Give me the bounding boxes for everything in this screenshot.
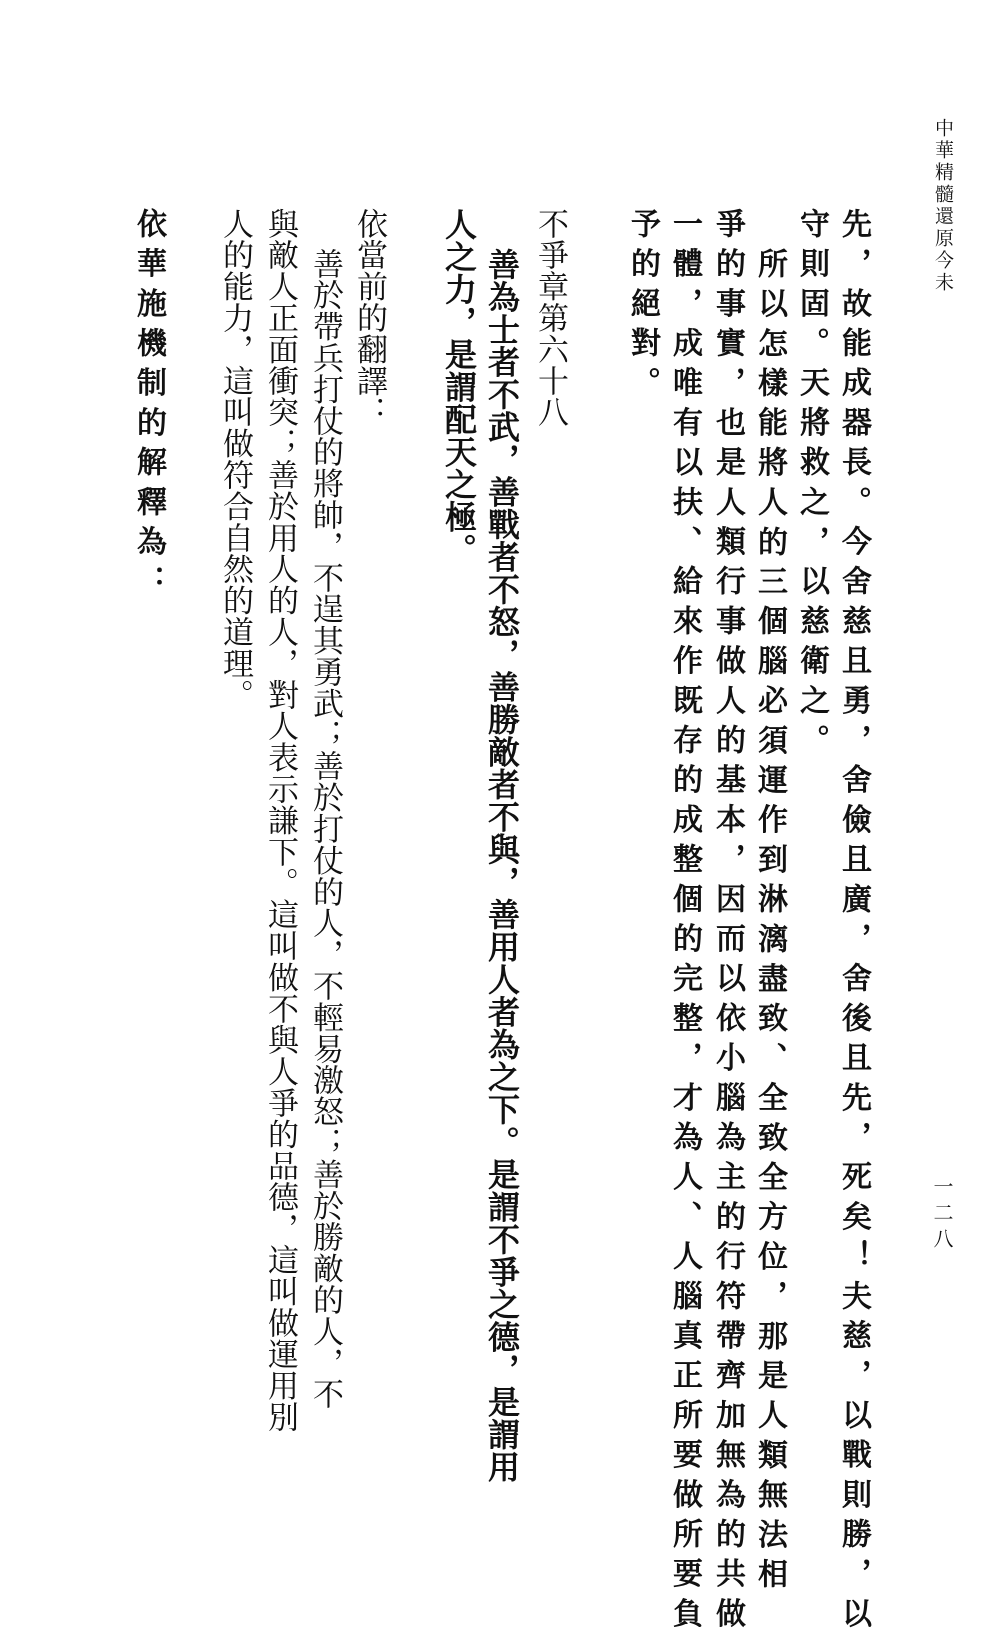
translation-line: 與敵人正面衝突；善於用人的人，對人表示謙下。這叫做不與人爭的品德，這叫做運用別 (262, 208, 298, 1433)
paragraph-line: 所以怎樣能將人的三個腦必須運作到淋漓盡致、全致全方位，那是人類無法相 (752, 248, 787, 1598)
page-number: 一二八 (930, 1176, 954, 1254)
translation-line: 人的能力，這叫做符合自然的道理。 (217, 208, 253, 711)
running-title: 中華精髓還原今未 (932, 118, 954, 294)
paragraph-line: 予的絕對。 (625, 208, 660, 407)
translation-line: 善於帶兵打仗的將帥，不逞其勇武；善於打仗的人，不輕易激怒；善於勝敵的人，不 (307, 248, 343, 1410)
paragraph-line: 守則固。天將救之，以慈衛之。 (794, 208, 829, 764)
paragraph-line: 爭的事實，也是人類行事做人的基本，因而以依小腦為主的行符帶齊加無為的共做 (710, 208, 745, 1637)
paragraph-line: 先，故能成器長。今舍慈且勇，舍儉且廣，舍後且先，死矣！夫慈，以戰則勝，以 (836, 208, 871, 1637)
paragraph-line: 一體，成唯有以扶、給來作既存的成整個的完整，才為人、人腦真正所要做所要負 (667, 208, 702, 1637)
interpretation-heading: 依華施機制的解釋為： (131, 208, 166, 605)
chapter-text-line: 善為士者不武，善戰者不怒，善勝敵者不與，善用人者為之下。是謂不爭之德，是謂用 (483, 248, 521, 1483)
translation-heading: 依當前的翻譯： (351, 208, 387, 428)
chapter-text-line: 人之力，是謂配天之極。 (440, 208, 478, 566)
chapter-title: 不爭章第六十八 (532, 208, 568, 428)
